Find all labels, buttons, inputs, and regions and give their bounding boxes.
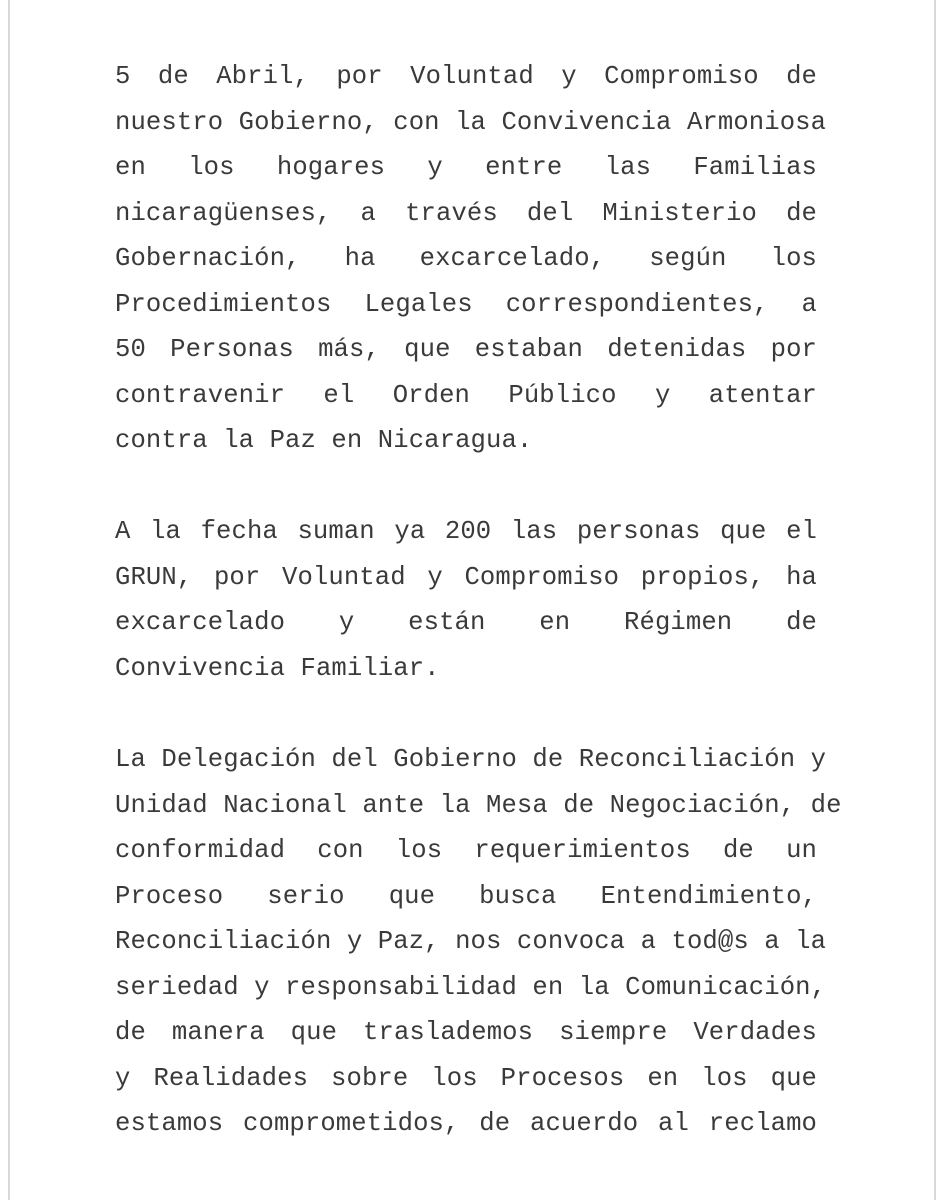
text-line: nicaragüenses, a través del Ministerio de xyxy=(115,198,817,228)
text-line: excarcelado y están en Régimen de xyxy=(115,608,817,637)
text-line: La Delegación del Gobierno de Reconciliación y xyxy=(115,745,827,774)
text-line: Reconciliación y Paz, nos convoca a tod@s a la xyxy=(115,927,827,956)
text-line: contravenir el Orden Público y atentar xyxy=(115,380,817,410)
text-line: nuestro Gobierno, con la Convivencia Armoniosa xyxy=(115,107,827,137)
text-line: contra la Paz en Nicaragua. xyxy=(115,426,533,455)
text-line: y Realidades sobre los Procesos en los que xyxy=(115,1063,817,1093)
text-line: en los hogares y entre las Familias xyxy=(115,153,817,182)
text-line: Convivencia Familiar. xyxy=(115,653,440,683)
text-line: seriedad y responsabilidad en la Comunicación, xyxy=(115,972,827,1002)
text-line: conformidad con los requerimientos de un xyxy=(115,836,817,865)
text-line: 5 de Abril, por Voluntad y Compromiso de xyxy=(115,62,817,91)
text-line: Procedimientos Legales correspondientes, a xyxy=(115,289,817,319)
page-right-edge xyxy=(934,0,936,1200)
text-line: Proceso serio que busca Entendimiento, xyxy=(115,881,817,911)
text-line: Gobernación, ha excarcelado, según los xyxy=(115,244,817,273)
text-line: Unidad Nacional ante la Mesa de Negociación, de xyxy=(115,790,842,820)
text-line: A la fecha suman ya 200 las personas que el xyxy=(115,517,817,546)
text-line: estamos comprometidos, de acuerdo al reclamo xyxy=(115,1109,817,1138)
text-line: de manera que traslademos siempre Verdades xyxy=(115,1018,817,1047)
text-line: GRUN, por Voluntad y Compromiso propios, ha xyxy=(115,562,817,592)
page-left-edge xyxy=(8,0,10,1200)
text-line: 50 Personas más, que estaban detenidas por xyxy=(115,335,817,364)
